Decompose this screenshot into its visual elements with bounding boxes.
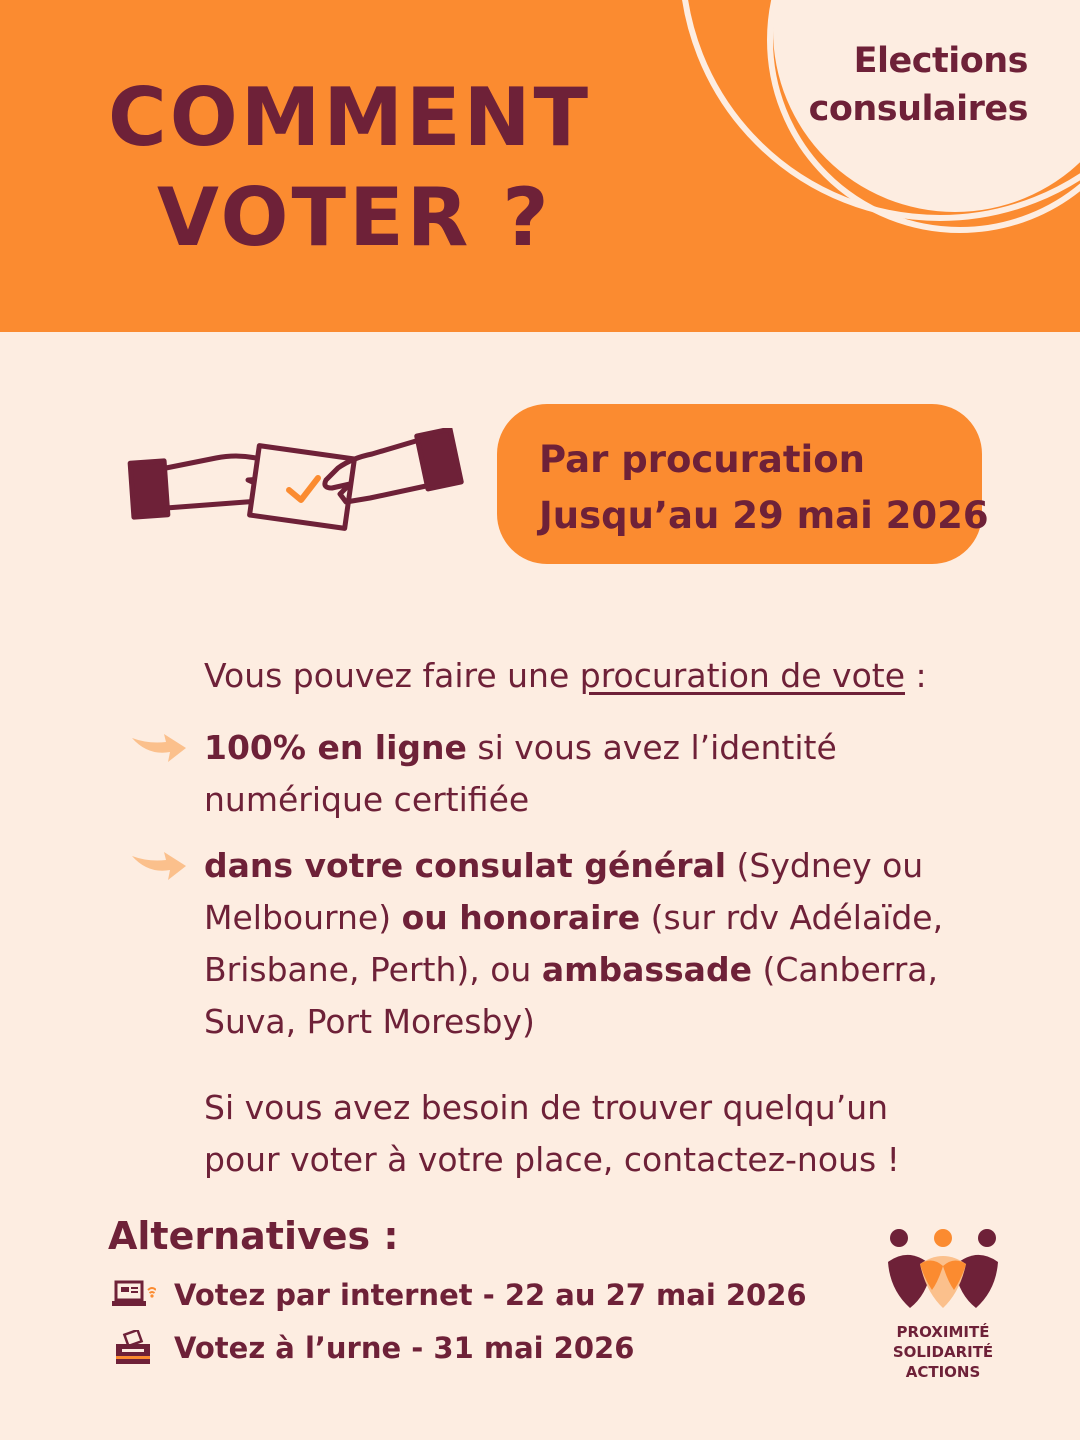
alternative-ballot-label: Votez à l’urne - 31 mai 2026 xyxy=(174,1331,635,1365)
header-banner xyxy=(0,0,1080,332)
arrow-icon xyxy=(130,730,188,766)
intro-text xyxy=(204,650,927,702)
election-tag-line2: consulaires xyxy=(808,89,1028,129)
alternative-internet xyxy=(112,1278,807,1312)
bullet-consulate-text2: (sur rdv Adélaïde, Brisbane, Perth), ou xyxy=(204,898,944,989)
bullet-consulate-text1: (Sydney ou Melbourne) xyxy=(204,846,924,937)
psa-logo xyxy=(880,1226,1006,1382)
logo-line3: ACTIONS xyxy=(905,1363,981,1381)
pill-title: Par procuration xyxy=(539,438,865,481)
ballot-box-icon xyxy=(112,1330,156,1366)
proxy-deadline-pill xyxy=(497,404,989,564)
bullet-consulate xyxy=(204,840,964,1048)
handshake-ballot-icon xyxy=(126,428,466,538)
intro-before: Vous pouvez faire une xyxy=(204,656,580,695)
pill-deadline: Jusqu’au 29 mai 2026 xyxy=(539,493,989,537)
bullet-consulate-text3: (Canberra, Suva, Port Moresby) xyxy=(204,950,939,1041)
alternatives-title: Alternatives : xyxy=(108,1214,399,1258)
alternative-ballot xyxy=(112,1330,634,1366)
bullet-online-bold: 100% en ligne xyxy=(204,728,467,767)
page-title-line1: COMMENT xyxy=(108,71,592,164)
logo-line2: SOLIDARITÉ xyxy=(892,1343,994,1361)
bullet-online-text: si vous avez l’identité numérique certifiée xyxy=(204,728,837,819)
bullet-online xyxy=(204,722,944,826)
bullet-consulate-bold2: ou honoraire xyxy=(401,898,641,937)
logo-line1: PROXIMITÉ xyxy=(896,1323,990,1341)
arrow-icon xyxy=(130,848,188,884)
alternative-internet-label: Votez par internet - 22 au 27 mai 2026 xyxy=(174,1278,807,1312)
page-title-line2: VOTER ? xyxy=(157,171,552,264)
intro-after: : xyxy=(905,656,927,695)
bullet-consulate-bold1: dans votre consulat général xyxy=(204,846,727,885)
bullet-consulate-bold3: ambassade xyxy=(541,950,752,989)
procuration-link[interactable]: procuration de vote xyxy=(579,656,905,695)
contact-text: Si vous avez besoin de trouver quelqu’un pour voter à votre place, contactez-nous ! xyxy=(204,1088,900,1179)
election-tag-line1: Elections xyxy=(853,41,1028,81)
laptop-icon xyxy=(112,1280,156,1310)
psa-logo-mark xyxy=(880,1226,1006,1312)
